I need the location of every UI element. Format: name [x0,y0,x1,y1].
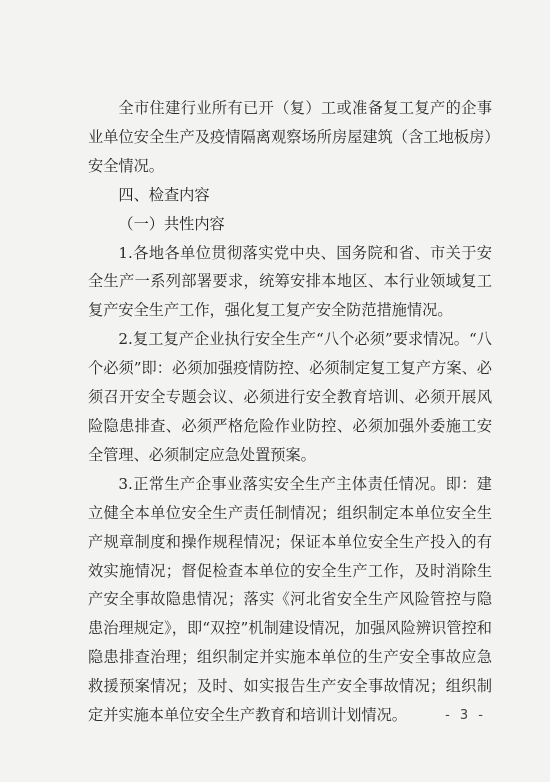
paragraph-item-3: 3.正常生产企事业落实安全生产主体责任情况。即：建立健全本单位安全生产责任制情况；组织制定本单位安全生产规章制度和操作规程情况；保证本单位安全生产投入的有效实施情况；督促检查本单位的安全生产工作，及时消除生产安全事故隐患情况；落实《河北省安全生产风险管控与隐患治理规定》，即“双控”机制建设情况，加强风险辨识管控和隐患排查治理；组织制定并实施本单位的生产安全事故应急救援预案情况；及时、如实报告生产安全事故情况；组织制定并实施本单位安全生产教育和培训计划情况。 [88,474,492,725]
page-number: - 3 - [445,708,486,723]
section-heading: 四、检查内容 [118,185,210,204]
paragraph-item-2: 2.复工复产企业执行安全生产“八个必须”要求情况。“八个必须”即：必须加强疫情防控、必须制定复工复产方案、必须召开安全专题会议、必须进行安全教育培训、必须开展风险隐患排查、必须严格危险作业防控、必须加强外委施工安全管理、必须制定应急处置预案。 [88,330,492,464]
document-body [88,94,492,730]
paragraph-item-1: 1.各地各单位贯彻落实党中央、国务院和省、市关于安全生产一系列部署要求，统筹安排本地区、本行业领域复工复产安全生产工作，强化复工复产安全防范措施情况。 [88,243,492,320]
paragraph-scope: 全市住建行业所有已开（复）工或准备复工复产的企事业单位安全生产及疫情隔离观察场所房屋建筑（含工地板房）安全情况。 [88,99,492,175]
subsection-heading: （一）共性内容 [118,214,225,233]
